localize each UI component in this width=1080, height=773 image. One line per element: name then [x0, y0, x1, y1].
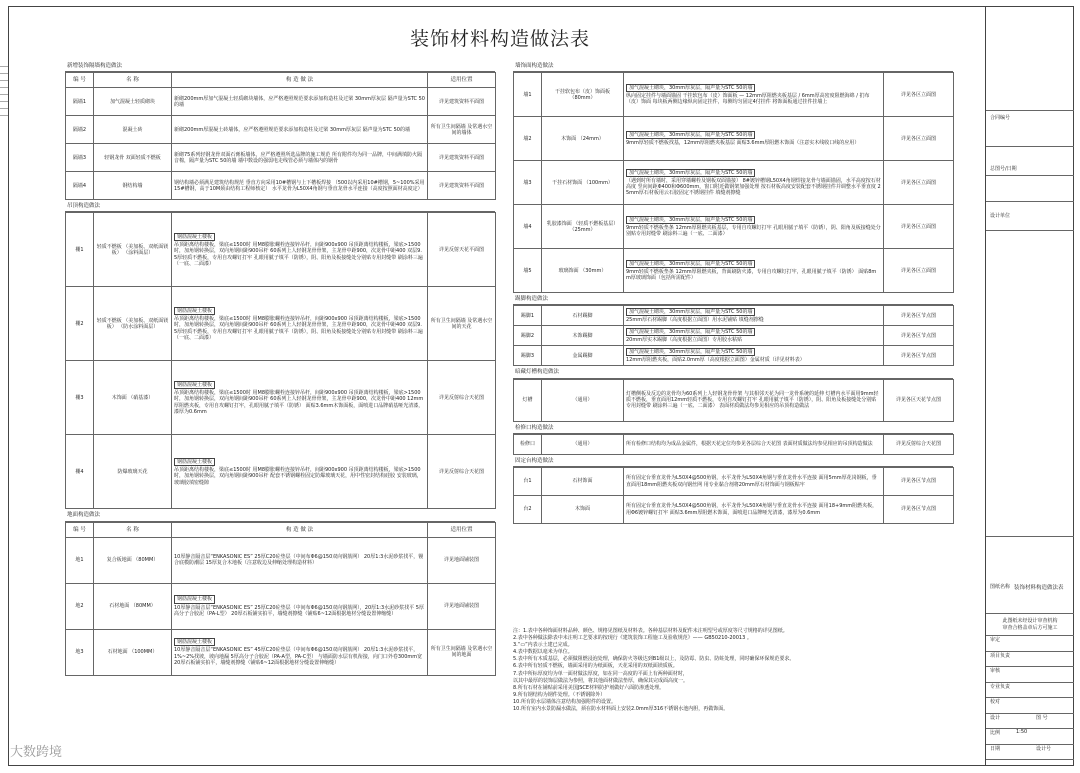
table-row — [514, 379, 954, 421]
cell-pos: 详见各区节点图 — [884, 496, 954, 524]
ceiling-rows — [66, 213, 496, 509]
cell-no: 灯槽 — [514, 379, 542, 421]
tb-row — [986, 714, 1074, 730]
cell-method — [624, 73, 884, 117]
boxed-label: 加气混凝土砌块，30mm厚灰层，隔声量为STC 50的墙 — [626, 260, 755, 268]
cell-pos: 详见各区节点图 — [884, 306, 954, 326]
cell-method — [624, 496, 884, 524]
tb-drawing-name: 装饰材料构造做法表 — [1014, 585, 1064, 591]
cell-method — [624, 117, 884, 161]
cell-no: 墙4 — [514, 205, 542, 249]
tb-label-drawing: 图纸名称 — [990, 584, 1011, 590]
cell-method — [172, 435, 428, 509]
note-line: 5.表中所有木质基层，必须做阻燃浸泡处理，确保防火等级达到B1级以上，及防霉、防虫、防蛀处理，同时确保环保规范要求。 — [513, 656, 795, 663]
method-text: 9mm厚轻质不燃板找基，12mm厚阻燃夹板基层 面贴3.6mm厚阻燃木饰面（注意实木线收口线的应用） — [626, 140, 860, 147]
header-name: 名 称 — [94, 522, 172, 537]
method-text: （遇到时所有墙时，采用穿墙螺栓及钢板双面锚接） 8#镀锌槽钢L50X4角钢焊接龙骨与墙面锚固，水平高度按石材高度 竖向间距Φ400和Φ600mm，窗口附近做钢架加强处理 按石材板高度安装配套不锈钢挂件并调整水平垂直度 25mm厚石材板用云石胶固定不锈钢挂件 填缝剂擦缝 — [626, 178, 881, 197]
tb-scale: 1:50 — [1016, 729, 1028, 735]
right-column — [513, 60, 953, 524]
cell-name: 石材踢脚 — [542, 306, 624, 326]
section-title-fixed: 固定台构造做法 — [513, 455, 953, 467]
tb-row — [986, 636, 1074, 652]
fixed-table — [513, 467, 954, 524]
table-row — [514, 161, 954, 205]
cell-no: 隔墙2 — [66, 116, 94, 144]
cell-no: 地2 — [66, 583, 94, 629]
tb-label-design: 设计单位 — [990, 213, 1011, 219]
cell-no: 地1 — [66, 537, 94, 583]
cell-method — [172, 537, 428, 583]
cell-no: 隔墙4 — [66, 172, 94, 200]
cell-name: 木饰面 （24mm） — [542, 117, 624, 161]
method-text: 吊顶距离结构楼板，梁底≤1500时 用M8膨胀螺栓连接锌吊杆，间距900x900 吊顶距离结构楼板，梁底>1500时，加角钢转换层，双向角钢间距900吊杆 60系列上人轻钢龙骨骨架，主龙骨中距900，次龙骨中距400 双层9.5厚轻质不燃板，专用自攻螺钉打牢 孔眼用腻子填平（防锈），阴、阳角及板接缝处分别贴专用封缝带 刷涂料三遍（一底、二面漆） — [174, 242, 423, 267]
boxed-label: 加气混凝土砌块，30mm厚灰层，隔声量为STC 50的墙 — [626, 308, 755, 316]
cell-method — [624, 205, 884, 249]
note-line: 10.所有防水层墙体注意结构加强附件的设置。 — [513, 698, 616, 705]
note-line: 8.所有石材在铺贴前采用美国JSCE材料防护剂做好六面防渗透处理。 — [513, 684, 665, 691]
method-text: 新砌200mm厚加气混凝土轻质砌块墙体，应严格遵照规范要求添加构造柱及过梁 30mm厚灰层 隔声量为STC 50的墙 — [174, 95, 425, 108]
cell-method — [172, 287, 428, 361]
method-text: 吊顶距离结构楼板，梁底≤1500时 用M8膨胀螺栓连接锌吊杆，间距900x900 吊顶距离结构楼板，梁底>1500时，加角钢转换层，双向角钢间距900吊杆 配套不锈钢螺栓固定防爆玻璃天花，用中性密封结构硅胶 安装玻璃，玻璃胶填密缝隙 — [174, 467, 422, 486]
skirting-rows — [514, 306, 954, 366]
tb-row — [986, 683, 1074, 699]
cell-no: 隔墙1 — [66, 88, 94, 116]
method-text: 10厚静音隔音层“ENKASONIC ES” 25厚C20砼垫层（中间布Φ6@150双向钢筋网） 20厚1:3水泥砂浆找平，镘合底模防潮层 15厚复合木地板（注意收边及伸缩处理构造材料） — [174, 553, 424, 567]
header-no: 编 号 — [66, 73, 94, 88]
cell-name: （通用） — [542, 434, 624, 454]
table-row — [514, 496, 954, 524]
wallface-rows — [514, 73, 954, 293]
table-row — [514, 434, 954, 454]
skirting-table — [513, 305, 954, 366]
tb-design-no: 设计号 — [1036, 745, 1052, 752]
cell-method — [624, 306, 884, 326]
cell-name: 干挂石材饰面 （100mm） — [542, 161, 624, 205]
tb-cell — [986, 536, 1074, 614]
tb-row — [986, 729, 1074, 745]
note-line: 7.表中所标厚度均为单一面材做法厚度，如在同一高度的平面上有两种面材时， — [513, 670, 688, 677]
cell-no: 棚1 — [66, 213, 94, 287]
section-title-floor: 地面构造做法 — [65, 509, 495, 521]
cell-no: 墙2 — [514, 117, 542, 161]
cell-pos: 详见反射综合天花图 — [428, 361, 496, 435]
method-text: 吊顶距离结构楼板，梁底≤1500时 用M8膨胀螺栓连接锌吊杆，间距900x900 吊顶距离结构楼板，梁底>1500时，加角钢转换层，双向角钢间距900吊杆 60系列上人轻钢龙骨骨架，主龙骨中距900，次龙骨中距400 12mm厚阻燃夹板，专用自攻螺钉打牢，孔眼用腻子填平（防锈） 面贴3.6mm木饰面板，面喷进口品牌硝基哑光清漆，漆厚为0.6mm — [174, 390, 424, 415]
page-title: 装饰材料构造做法表 — [409, 28, 590, 50]
cell-name: 金属踢脚 — [542, 346, 624, 366]
note-line: 4.表中数据以毫米为单位。 — [513, 649, 573, 656]
method-text: 灯槽侧板及反边的龙骨均为60系列上人轻钢龙骨骨架 与其相邻天花为同一龙骨系统的延伸 灯槽内水平面用9mm轻质不燃板，垂直面用12mm轻质不燃板，专用自攻螺钉打牢 孔眼用腻子填平（防锈），阴、阳角及板接缝处分别贴专用封缝带 刷涂料三遍（一底、二面漆） 表面材质做法均参见相应的吊顶构造做法 — [626, 390, 879, 410]
cell-no: 踢脚2 — [514, 326, 542, 346]
table-row — [66, 287, 496, 361]
note-line: 6.表中所有轻质不燃板，墙面采用的为纸面板，天花采用的双纸面镁质板。 — [513, 663, 678, 670]
cell-pos: 详见各区立面图 — [884, 249, 954, 293]
boxed-label: 加气混凝土砌块，30mm厚灰层，隔声量为STC 50的墙 — [626, 348, 755, 356]
fixed-rows — [514, 468, 954, 524]
tb-row-label: 专业负责 — [990, 683, 1011, 690]
cell-no: 台2 — [514, 496, 542, 524]
cell-name: 干挂软包布（皮）饰面板 （80mm） — [542, 73, 624, 117]
boxed-label: 钢筋混凝土楼板 — [174, 381, 215, 389]
header-name: 名 称 — [94, 73, 172, 88]
cell-pos: 详见建筑资料平面图 — [428, 172, 496, 200]
boxed-label: 加气混凝土砌块，30mm厚灰层，隔声量为STC 50的墙 — [626, 328, 755, 336]
method-text: 吊顶距离结构楼板，梁底≤1500时 用M8膨胀螺栓连接锌吊杆，间距900x900 吊顶距离结构楼板，梁底>1500时，加角钢转换层，双向角钢间距900吊杆 60系列上人轻钢龙骨骨架，主龙骨中距900，次龙骨中距400 双层9.5厚轻质不燃板，专用自攻螺钉打牢 孔眼用腻子填平（防锈），阴、阳角及板接缝处分别贴专用封缝带 刷涂料三遍（一底、二面漆） — [174, 316, 423, 341]
cell-method — [624, 346, 884, 366]
wallface-table — [513, 72, 954, 293]
boxed-label: 加气混凝土砌块，30mm厚灰层，隔声量为STC 50的墙 — [626, 131, 755, 139]
tb-stamp-line1: 此图纸未经设计审查机构 — [1002, 618, 1058, 624]
tb-label-date: 总图号/日期 — [990, 166, 1017, 172]
header-pos: 适用位置 — [428, 73, 496, 88]
method-text: 20mm厚实木踢脚（高度根据立面图）专用胶水粘贴 — [626, 337, 743, 344]
tb-cell — [986, 6, 1074, 121]
section-title-cove: 暗藏灯槽构造做法 — [513, 366, 953, 378]
cell-name: 木饰踢脚 — [542, 326, 624, 346]
cove-table — [513, 379, 954, 422]
cell-pos: 详见各区立面图 — [884, 161, 954, 205]
cell-pos: 详见各区天花节点图 — [884, 379, 954, 421]
method-text: 新砌200mm厚混凝土砖墙体，应严格遵照规范要求添加构造柱及过梁 30mm厚灰层 隔声量为STC 50的墙 — [174, 126, 410, 133]
cell-method — [624, 379, 884, 421]
cell-method — [172, 583, 428, 629]
cell-method — [624, 326, 884, 346]
table-row — [66, 213, 496, 287]
tb-cell — [986, 201, 1074, 231]
cell-pos: 详见各区节点图 — [884, 468, 954, 496]
section-title-skirting: 踢脚构造做法 — [513, 293, 953, 305]
tb-sheet-no: 图 号 — [1036, 714, 1048, 721]
table-row — [66, 629, 496, 675]
boxed-label: 加气混凝土砌块，30mm厚灰层，隔声量为STC 50的墙 — [626, 169, 755, 177]
cell-no: 踢脚3 — [514, 346, 542, 366]
tb-row-label: 审定 — [990, 637, 1001, 643]
section-title-wallface: 墙饰面构造做法 — [513, 60, 953, 72]
note-line: 3.“▭”内表示土建已完成。 — [513, 642, 573, 649]
cell-name: 加气混凝土轻质砌块 — [94, 88, 172, 116]
cell-method — [624, 468, 884, 496]
tb-row-label: 校对 — [990, 699, 1001, 705]
tb-row — [986, 698, 1074, 714]
note-line: 10.所有室内水景防漏水做法，须在防水材料面上安装2.0mm厚316不锈钢水池内胆，再做饰面。 — [513, 706, 729, 713]
floor-rows — [66, 537, 496, 675]
table-row — [66, 435, 496, 509]
title-block — [985, 6, 1074, 766]
tb-row — [986, 667, 1074, 683]
cell-name: 乳胶漆饰面 （轻质不燃板基层） （25mm） — [542, 205, 624, 249]
wall-table — [65, 72, 496, 200]
table-row — [514, 73, 954, 117]
cell-method — [172, 629, 428, 675]
wall-rows — [66, 88, 496, 200]
cell-pos: 详见各区节点图 — [884, 346, 954, 366]
table-row — [66, 537, 496, 583]
note-line: 2.表中各种做法除表中未注明工艺要求的按现行《建筑装饰工程施工及验收规范》—— GB50210-20013 。 — [513, 635, 752, 642]
cell-pos: 详见地面铺装图 — [428, 583, 496, 629]
method-text: 25mm厚石材踢脚（高度根据立面图）用水泥铺贴 填缝剂擦缝 — [626, 317, 764, 324]
cell-no: 检修口 — [514, 434, 542, 454]
table-row — [514, 205, 954, 249]
cell-name: 防爆玻璃天花 — [94, 435, 172, 509]
cell-pos: 所有卫生间隔墙 及常遇水空间的墙体 — [428, 116, 496, 144]
cell-pos: 详见建筑资料平面图 — [428, 144, 496, 172]
tb-row-label: 项目负责 — [990, 652, 1011, 659]
tb-stamp-line2: 审查合格盖章后方可施工 — [1002, 625, 1058, 631]
cell-name: 木饰面 — [542, 496, 624, 524]
boxed-label: 钢筋混凝土楼板 — [174, 233, 215, 241]
table-row — [514, 326, 954, 346]
cell-pos: 详见反射综合天花图 — [884, 434, 954, 454]
table-row — [66, 116, 496, 144]
door-table — [513, 434, 954, 455]
cell-method — [172, 213, 428, 287]
tb-cell — [986, 146, 1074, 176]
cell-name: 钢结构墙 — [94, 172, 172, 200]
cell-pos: 详见反射天花平面图 — [428, 213, 496, 287]
cell-pos: 详见各区节点图 — [884, 326, 954, 346]
method-text: 所有检修口结构均为成品金属件，根据天花定位均参见各层综合天花图 表面材质做法均参见相应的吊顶构造做法 — [626, 441, 873, 448]
cell-pos: 详见各区立面图 — [884, 205, 954, 249]
cell-no: 棚2 — [66, 287, 94, 361]
tb-stamp — [986, 614, 1074, 636]
boxed-label: 钢筋混凝土楼板 — [174, 307, 215, 315]
cell-no: 墙3 — [514, 161, 542, 205]
left-column — [65, 60, 495, 676]
note-line: 注：1.表中各种饰面材料品种、颜色、规格见图纸及材料表。各种基层材料及配件未注明型号或厚度等尺寸规格的详见图纸。 — [513, 628, 788, 634]
cell-no: 墙5 — [514, 249, 542, 293]
cell-method — [172, 116, 428, 144]
cell-pos: 详见地面铺装图 — [428, 537, 496, 583]
method-text: 钢结构墙必须满足建筑结构规范 垂直方向采用10#槽钢与上下槽板焊接 （500以内采用10#槽钢，5~100%采用15#槽钢，高于10M须由结构工程师核定） 水平龙骨为L50X4角钢与垂直龙骨水平连接（高度按照面材高度定） — [174, 179, 425, 192]
cell-name: 石材地面 （80MM） — [94, 583, 172, 629]
cell-method — [624, 434, 884, 454]
tb-row-label: 设计 — [990, 714, 1001, 721]
door-rows — [514, 434, 954, 454]
table-row — [66, 88, 496, 116]
cell-name: 混凝土砖 — [94, 116, 172, 144]
cell-no: 棚4 — [66, 435, 94, 509]
cell-name: 轻质不燃板 （美加板、双纸面镁板） （涂料面层） — [94, 213, 172, 287]
table-header — [66, 73, 496, 88]
cell-pos: 所有卫生间隔墙 及常遇水空间的地面 — [428, 629, 496, 675]
table-row — [66, 144, 496, 172]
tb-rows — [986, 636, 1074, 760]
floor-table — [65, 522, 496, 676]
cell-name: 木饰面 （硝基漆） — [94, 361, 172, 435]
cell-method — [172, 172, 428, 200]
cell-pos: 详见各区立面图 — [884, 117, 954, 161]
boxed-label: 钢筋混凝土楼板 — [174, 595, 215, 603]
method-text: 所有固定台垂直龙骨为L50X4@500角钢，水平龙骨为L50X4角钢与垂直龙骨水平连接 面用18+9mm阻燃夹板，用Φ6镀锌螺钉打牢 面贴3.6mm厚阻燃木饰面，面喷进口品牌哑光清漆，漆厚为0.6mm — [626, 503, 878, 516]
table-row — [66, 583, 496, 629]
cell-no: 墙1 — [514, 73, 542, 117]
cell-name: 轻质不燃板 （美加板、双纸面镁板） （防水涂料面层） — [94, 287, 172, 361]
header-method: 构 造 做 法 — [172, 73, 428, 88]
cell-method — [172, 88, 428, 116]
cell-no: 棚3 — [66, 361, 94, 435]
table-row — [514, 306, 954, 326]
cell-name: 石材地面 （100MM） — [94, 629, 172, 675]
header-method: 构 造 做 法 — [172, 522, 428, 537]
method-text: 9mm轻质不燃板垫条 12mm厚阻燃夹板基层，专用自攻螺钉打牢 孔眼用腻子填平（防锈），阴、阳角及板接缝处分别贴专用封缝带 刷涂料三遍（一底、二面漆） — [626, 225, 881, 238]
cell-method — [172, 144, 428, 172]
cell-pos: 所有卫生间隔墙 及常遇水空间的天花 — [428, 287, 496, 361]
boxed-label: 钢筋混凝土楼板 — [174, 458, 215, 466]
cell-no: 隔墙3 — [66, 144, 94, 172]
cell-name: 复合板地面 （80MM） — [94, 537, 172, 583]
method-text: 所有固定台垂直龙骨为L50X4@500角钢，水平龙骨为L50X4角钢与垂直龙骨水平连接 面用5mm厚花岗钢板，垂直面用18mm阻燃夹板双向钢丝网 用专业黏合剂将20mm厚石材饰面与钢板粘牢 — [626, 475, 877, 488]
table-row — [514, 346, 954, 366]
cell-name: 石材饰面 — [542, 468, 624, 496]
left-margin-marks — [0, 60, 8, 220]
notes-block — [513, 628, 953, 713]
table-row — [514, 117, 954, 161]
cell-method — [624, 161, 884, 205]
table-row — [66, 172, 496, 200]
cell-pos: 详见建筑资料平面图 — [428, 88, 496, 116]
table-row — [514, 249, 954, 293]
tb-row-label: 比例 — [990, 730, 1001, 736]
section-title-door: 检修口构造做法 — [513, 422, 953, 434]
table-row — [66, 361, 496, 435]
ceiling-table — [65, 212, 496, 509]
tb-row-label: 审核 — [990, 668, 1001, 674]
boxed-label: 钢筋混凝土楼板 — [174, 638, 215, 646]
method-text: 12mm厚阻燃夹板，面贴2.0mm厚（高度根据立面图）金属材质（详见材料表） — [626, 357, 805, 364]
tb-row — [986, 652, 1074, 668]
cell-pos: 详见反射综合天花图 — [428, 435, 496, 509]
method-text: 9mm轻质不燃板垫条 12mm厚阻燃夹板，背面刷防火漆，专用自攻螺钉打牢，孔眼用腻子填平（防锈） 面贴8mm厚玻璃饰面（包括所需配件） — [626, 269, 877, 282]
method-text: 新砌75系列轻钢龙骨双面石膏板墙体，应严格遵照所选品牌的施工规范 所有附件均为同一品牌，中间满填防火隔音棉，隔声量为STC 50的墙 墙中数设的强弱电走线管必须与墙体内的钢骨 — [174, 151, 422, 164]
cell-pos: 详见各区立面图 — [884, 73, 954, 117]
section-title-wall: 新增装饰隔墙构造做法 — [65, 60, 495, 72]
method-text: 10厚静音隔音层“ENKASONIC ES” 25厚C20砼垫层（中间布Φ6@150双向钢筋网），20厚1:3水泥砂浆找平 5厚高分子合胶泥（PA-L型） 20厚石板铺实拍平，墙缝剂擦缝（铺贴6~12面根据地材分缝设置伸缩缝） — [174, 604, 424, 617]
method-text: 10厚静音隔音层“ENKASONIC ES” 45厚C20砼垫层（中间布Φ6@150双向钢筋网） 20厚1:3水泥砂浆找平，1%~2%找坡，坡向地漏 5厚高分子合胶泥（PA-A型，PA-C型） 与墙面防水层有机衔接，向门口外卷300mm宽 20厚石板铺实拍平，墙缝剂擦缝（铺贴6~12面根据地材分缝设置伸缩缝） — [174, 647, 423, 666]
boxed-label: 加气混凝土砌块，30mm厚灰层，隔声量为STC 50的墙 — [626, 84, 755, 92]
cell-name: （通用） — [542, 379, 624, 421]
watermark-logo: 大数跨境 — [10, 745, 63, 760]
tb-row-label: 日期 — [990, 745, 1001, 752]
cell-method — [624, 249, 884, 293]
cell-name: 轻钢龙骨 双面轻质不燃板 — [94, 144, 172, 172]
table-header — [66, 522, 496, 537]
tb-label-contract: 合同编号 — [990, 115, 1011, 121]
tb-row — [986, 745, 1074, 761]
method-text: 纵向固定挂件与墙面锚固 干挂软包布（皮）饰面板 — 12mm厚阻燃夹板基层 / 6mm厚高密度阻燃海绵 / 扪布（皮）饰面 每块板两侧边缘纵向固定挂件，每侧均匀固定4付挂件 将饰面板通过挂件挂墙上 — [626, 93, 870, 106]
table-row — [514, 468, 954, 496]
cove-rows — [514, 379, 954, 421]
note-line: 以其中最厚的装饰层做法为参照，将其他面材做法垫厚，确保其完成面高度一。 — [513, 677, 689, 684]
cell-method — [172, 361, 428, 435]
section-title-ceiling: 吊顶构造做法 — [65, 200, 495, 212]
header-pos: 适用位置 — [428, 522, 496, 537]
cell-no: 地3 — [66, 629, 94, 675]
boxed-label: 加气混凝土砌块，30mm厚灰层，隔声量为STC 50的墙 — [626, 216, 755, 224]
cell-name: 玻璃饰面 （30mm） — [542, 249, 624, 293]
header-no: 编 号 — [66, 522, 94, 537]
cell-no: 踢脚1 — [514, 306, 542, 326]
note-line: 9.所有钢结构为钢件处理。（不锈钢除外） — [513, 691, 606, 698]
cell-no: 台1 — [514, 468, 542, 496]
